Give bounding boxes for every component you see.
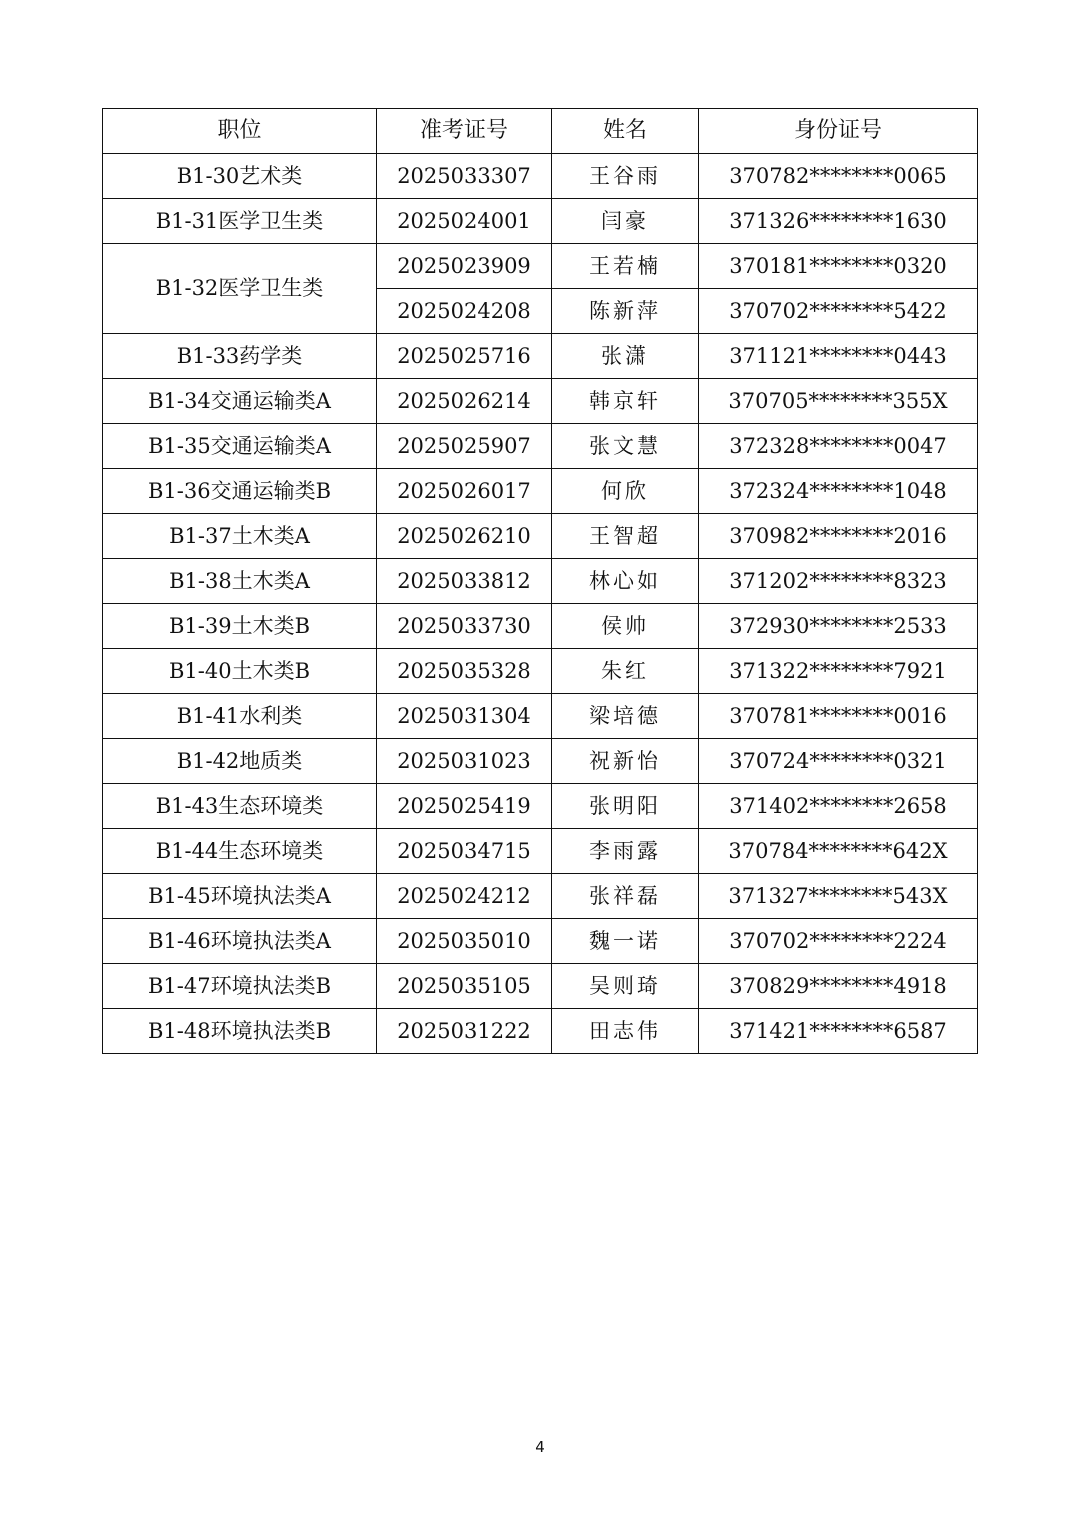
header-id-number: 身份证号 xyxy=(699,109,978,154)
cell-id-number: 371327********543X xyxy=(699,874,978,919)
cell-position: B1-48环境执法类B xyxy=(103,1009,377,1054)
cell-id-number: 370784********642X xyxy=(699,829,978,874)
cell-exam-number: 2025035328 xyxy=(377,649,552,694)
cell-id-number: 371326********1630 xyxy=(699,199,978,244)
table-row xyxy=(103,334,978,379)
table-row xyxy=(103,514,978,559)
cell-position: B1-33药学类 xyxy=(103,334,377,379)
cell-position: B1-31医学卫生类 xyxy=(103,199,377,244)
cell-name: 韩京轩 xyxy=(552,379,699,424)
cell-position: B1-37土木类A xyxy=(103,514,377,559)
cell-name: 张潇 xyxy=(552,334,699,379)
cell-position: B1-47环境执法类B xyxy=(103,964,377,1009)
cell-id-number: 371402********2658 xyxy=(699,784,978,829)
cell-exam-number: 2025033307 xyxy=(377,154,552,199)
cell-exam-number: 2025033730 xyxy=(377,604,552,649)
cell-position: B1-34交通运输类A xyxy=(103,379,377,424)
cell-name: 田志伟 xyxy=(552,1009,699,1054)
table-row xyxy=(103,694,978,739)
cell-position: B1-41水利类 xyxy=(103,694,377,739)
table-row xyxy=(103,469,978,514)
cell-exam-number: 2025025716 xyxy=(377,334,552,379)
cell-name: 何欣 xyxy=(552,469,699,514)
cell-id-number: 370702********5422 xyxy=(699,289,978,334)
cell-id-number: 371121********0443 xyxy=(699,334,978,379)
cell-name: 魏一诺 xyxy=(552,919,699,964)
cell-position: B1-36交通运输类B xyxy=(103,469,377,514)
table-row xyxy=(103,874,978,919)
cell-position: B1-30艺术类 xyxy=(103,154,377,199)
table-header-row xyxy=(103,109,978,154)
cell-id-number: 372328********0047 xyxy=(699,424,978,469)
cell-id-number: 371322********7921 xyxy=(699,649,978,694)
cell-position: B1-32医学卫生类 xyxy=(103,244,377,334)
cell-exam-number: 2025033812 xyxy=(377,559,552,604)
cell-exam-number: 2025026214 xyxy=(377,379,552,424)
cell-exam-number: 2025031222 xyxy=(377,1009,552,1054)
cell-exam-number: 2025035010 xyxy=(377,919,552,964)
cell-name: 陈新萍 xyxy=(552,289,699,334)
cell-exam-number: 2025026210 xyxy=(377,514,552,559)
cell-position: B1-44生态环境类 xyxy=(103,829,377,874)
cell-id-number: 370181********0320 xyxy=(699,244,978,289)
cell-name: 吴则琦 xyxy=(552,964,699,1009)
cell-exam-number: 2025024001 xyxy=(377,199,552,244)
table-row xyxy=(103,199,978,244)
cell-name: 林心如 xyxy=(552,559,699,604)
cell-name: 张明阳 xyxy=(552,784,699,829)
header-exam-number: 准考证号 xyxy=(377,109,552,154)
cell-exam-number: 2025031304 xyxy=(377,694,552,739)
cell-position: B1-39土木类B xyxy=(103,604,377,649)
cell-exam-number: 2025035105 xyxy=(377,964,552,1009)
cell-id-number: 370781********0016 xyxy=(699,694,978,739)
cell-id-number: 370702********2224 xyxy=(699,919,978,964)
cell-position: B1-46环境执法类A xyxy=(103,919,377,964)
cell-name: 闫豪 xyxy=(552,199,699,244)
cell-name: 王谷雨 xyxy=(552,154,699,199)
cell-exam-number: 2025026017 xyxy=(377,469,552,514)
cell-position: B1-45环境执法类A xyxy=(103,874,377,919)
cell-exam-number: 2025024212 xyxy=(377,874,552,919)
cell-name: 王若楠 xyxy=(552,244,699,289)
cell-id-number: 370724********0321 xyxy=(699,739,978,784)
header-position: 职位 xyxy=(103,109,377,154)
cell-id-number: 372324********1048 xyxy=(699,469,978,514)
cell-position: B1-38土木类A xyxy=(103,559,377,604)
cell-name: 梁培德 xyxy=(552,694,699,739)
cell-exam-number: 2025025419 xyxy=(377,784,552,829)
cell-position: B1-40土木类B xyxy=(103,649,377,694)
cell-name: 朱红 xyxy=(552,649,699,694)
cell-name: 李雨露 xyxy=(552,829,699,874)
cell-name: 祝新怡 xyxy=(552,739,699,784)
header-name: 姓名 xyxy=(552,109,699,154)
table-row xyxy=(103,964,978,1009)
cell-exam-number: 2025031023 xyxy=(377,739,552,784)
table-row xyxy=(103,739,978,784)
cell-id-number: 370829********4918 xyxy=(699,964,978,1009)
table-row xyxy=(103,1009,978,1054)
cell-exam-number: 2025025907 xyxy=(377,424,552,469)
cell-exam-number: 2025023909 xyxy=(377,244,552,289)
cell-position: B1-43生态环境类 xyxy=(103,784,377,829)
cell-name: 侯帅 xyxy=(552,604,699,649)
table-row xyxy=(103,559,978,604)
cell-name: 张祥磊 xyxy=(552,874,699,919)
table-row xyxy=(103,919,978,964)
cell-position: B1-42地质类 xyxy=(103,739,377,784)
cell-position: B1-35交通运输类A xyxy=(103,424,377,469)
table-row xyxy=(103,154,978,199)
table-row xyxy=(103,784,978,829)
cell-id-number: 372930********2533 xyxy=(699,604,978,649)
cell-name: 王智超 xyxy=(552,514,699,559)
cell-name: 张文慧 xyxy=(552,424,699,469)
cell-exam-number: 2025034715 xyxy=(377,829,552,874)
cell-id-number: 370705********355X xyxy=(699,379,978,424)
cell-id-number: 370982********2016 xyxy=(699,514,978,559)
table-row xyxy=(103,379,978,424)
table-row xyxy=(103,424,978,469)
cell-id-number: 371202********8323 xyxy=(699,559,978,604)
table-row xyxy=(103,244,978,289)
table-row xyxy=(103,604,978,649)
table-row xyxy=(103,649,978,694)
cell-id-number: 370782********0065 xyxy=(699,154,978,199)
page-number: 4 xyxy=(535,1438,545,1456)
cell-exam-number: 2025024208 xyxy=(377,289,552,334)
table-row xyxy=(103,829,978,874)
candidate-table xyxy=(102,108,978,1054)
cell-id-number: 371421********6587 xyxy=(699,1009,978,1054)
